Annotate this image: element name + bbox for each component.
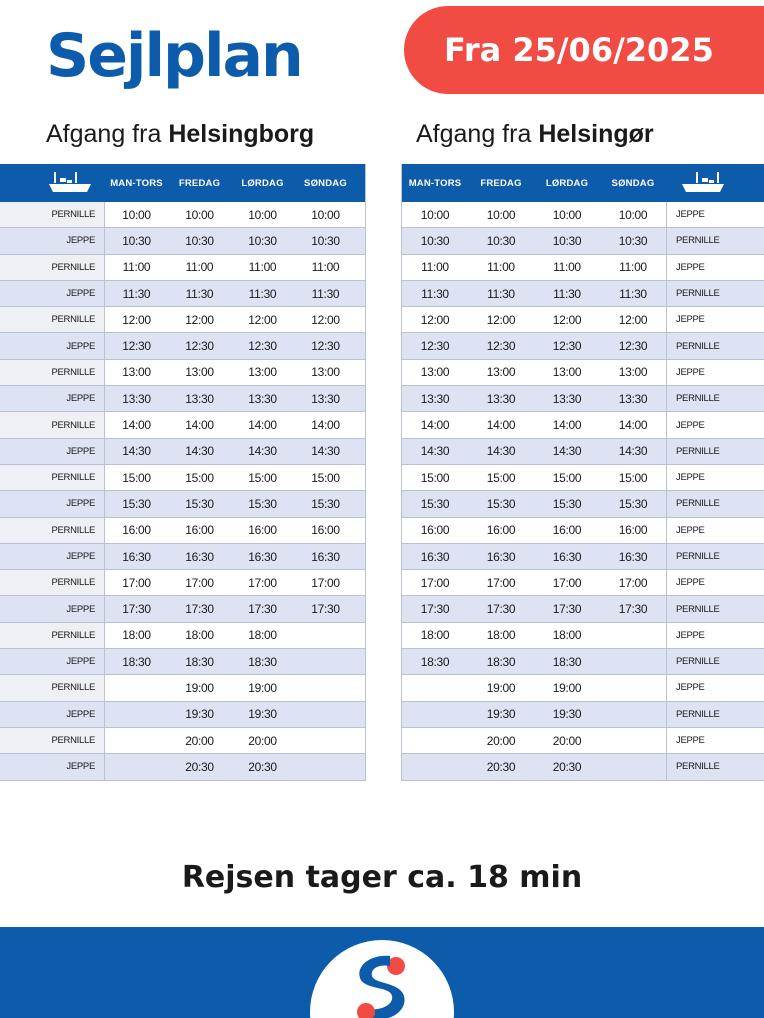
departure-time: 19:30 xyxy=(185,707,214,722)
departure-time: 15:30 xyxy=(552,496,582,511)
departure-time: 20:30 xyxy=(185,759,214,774)
ship-name: JEPPE xyxy=(0,333,105,358)
table-row xyxy=(0,281,365,307)
table-row xyxy=(402,255,764,281)
departure-time: 19:00 xyxy=(185,680,214,695)
departure-time: 16:00 xyxy=(618,523,648,538)
table-row xyxy=(0,202,365,228)
table-row xyxy=(402,728,764,754)
ship-name: PERNILLE xyxy=(666,228,764,253)
ship-name: PERNILLE xyxy=(666,333,764,358)
departure-time: 13:30 xyxy=(311,391,340,406)
ship-name: JEPPE xyxy=(0,491,105,516)
departure-time: 14:30 xyxy=(311,444,340,459)
departure-time: 13:00 xyxy=(486,365,516,380)
departure-time: 12:00 xyxy=(552,312,582,327)
ship-name: JEPPE xyxy=(0,649,105,674)
departure-time: 12:30 xyxy=(311,339,340,354)
departure-time xyxy=(402,675,468,700)
departure-time: 16:30 xyxy=(618,549,648,564)
departure-time xyxy=(294,675,357,700)
departure-time: 14:30 xyxy=(122,444,151,459)
ship-name: PERNILLE xyxy=(0,728,105,753)
departure-time: 11:30 xyxy=(311,286,340,301)
ship-name: JEPPE xyxy=(0,281,105,306)
table-row xyxy=(402,702,764,728)
departure-time xyxy=(294,702,357,727)
departure-time: 10:00 xyxy=(618,207,648,222)
ship-name: JEPPE xyxy=(0,386,105,411)
departure-time: 13:30 xyxy=(122,391,151,406)
heading-city: Helsingborg xyxy=(168,120,315,148)
departure-time: 18:30 xyxy=(420,654,450,669)
ship-name: PERNILLE xyxy=(0,360,105,385)
ship-name: PERNILLE xyxy=(666,491,764,516)
table-row xyxy=(402,518,764,544)
departure-time: 14:00 xyxy=(311,418,340,433)
departure-time: 10:30 xyxy=(420,233,450,248)
departure-time: 11:00 xyxy=(248,260,277,275)
departure-time xyxy=(600,728,666,753)
departure-time: 12:30 xyxy=(552,339,582,354)
ship-name: JEPPE xyxy=(0,702,105,727)
timetable-helsingor xyxy=(401,164,764,781)
table-row xyxy=(402,360,764,386)
departure-time: 18:00 xyxy=(185,628,214,643)
table-row xyxy=(0,570,365,596)
table-row xyxy=(402,623,764,649)
departure-time xyxy=(294,754,357,779)
departure-time xyxy=(402,754,468,779)
departure-time xyxy=(600,754,666,779)
departure-time: 12:00 xyxy=(311,312,340,327)
departure-time: 19:30 xyxy=(486,707,516,722)
departure-time: 17:00 xyxy=(486,575,516,590)
departure-time: 11:00 xyxy=(122,260,151,275)
ship-name: PERNILLE xyxy=(0,570,105,595)
table-row xyxy=(0,675,365,701)
ship-name: PERNILLE xyxy=(666,281,764,306)
departure-time: 11:30 xyxy=(619,286,647,301)
departure-time: 16:00 xyxy=(311,523,340,538)
departure-time: 18:00 xyxy=(552,628,582,643)
departure-time: 16:00 xyxy=(552,523,582,538)
departure-time: 20:00 xyxy=(486,733,516,748)
departure-time: 17:00 xyxy=(311,575,340,590)
ship-name: PERNILLE xyxy=(666,649,764,674)
departure-time xyxy=(402,728,468,753)
departure-time: 13:00 xyxy=(552,365,582,380)
table-row xyxy=(0,307,365,333)
departure-time: 10:30 xyxy=(122,233,151,248)
ship-name: JEPPE xyxy=(666,518,764,543)
table-row xyxy=(402,386,764,412)
table-row xyxy=(402,281,764,307)
table-row xyxy=(402,754,764,780)
departure-time: 10:00 xyxy=(311,207,340,222)
ship-name: PERNILLE xyxy=(0,518,105,543)
departure-time: 20:00 xyxy=(552,733,582,748)
departure-time: 10:30 xyxy=(185,233,214,248)
departure-time: 15:00 xyxy=(618,470,648,485)
departure-time xyxy=(294,649,357,674)
departure-time: 12:30 xyxy=(420,339,450,354)
departure-time: 16:00 xyxy=(122,523,151,538)
departure-time: 14:30 xyxy=(486,444,516,459)
departure-time: 17:30 xyxy=(122,602,151,617)
table-row xyxy=(0,649,365,675)
departure-time: 14:30 xyxy=(420,444,450,459)
departure-time: 18:00 xyxy=(420,628,450,643)
timetable-body xyxy=(0,202,365,781)
departure-time: 14:00 xyxy=(618,418,648,433)
departure-time: 14:00 xyxy=(420,418,450,433)
departure-time: 10:30 xyxy=(618,233,648,248)
departure-time: 17:00 xyxy=(248,575,277,590)
departure-time: 13:30 xyxy=(618,391,648,406)
departure-time: 10:30 xyxy=(486,233,516,248)
ship-name: JEPPE xyxy=(0,754,105,779)
departure-time: 11:00 xyxy=(185,260,214,275)
departure-time: 13:00 xyxy=(420,365,450,380)
table-row xyxy=(402,544,764,570)
departure-heading-helsingor xyxy=(416,120,654,149)
departure-time: 14:30 xyxy=(185,444,214,459)
table-row xyxy=(0,754,365,780)
departure-time: 15:30 xyxy=(311,496,340,511)
travel-time-note: Rejsen tager ca. 18 min xyxy=(181,860,583,895)
departure-time: 17:30 xyxy=(486,602,516,617)
departure-time: 15:00 xyxy=(311,470,340,485)
column-header: FREDAG xyxy=(480,177,522,189)
departure-time: 10:00 xyxy=(552,207,582,222)
departure-time: 16:30 xyxy=(185,549,214,564)
table-row xyxy=(0,491,365,517)
departure-time xyxy=(600,702,666,727)
table-row xyxy=(0,544,365,570)
departure-time xyxy=(402,702,468,727)
departure-time: 10:30 xyxy=(248,233,277,248)
departure-time: 17:00 xyxy=(122,575,151,590)
departure-time: 18:30 xyxy=(122,654,151,669)
table-row xyxy=(0,465,365,491)
departure-time xyxy=(294,728,357,753)
departure-time: 14:00 xyxy=(248,418,277,433)
table-row xyxy=(402,307,764,333)
departure-time: 12:30 xyxy=(185,339,214,354)
departure-time: 19:00 xyxy=(552,680,582,695)
departure-time: 20:30 xyxy=(486,759,516,774)
ship-name: JEPPE xyxy=(666,202,764,227)
ship-name: JEPPE xyxy=(666,728,764,753)
departure-time: 18:00 xyxy=(122,628,151,643)
departure-time: 12:00 xyxy=(420,312,450,327)
departure-time: 16:00 xyxy=(486,523,516,538)
table-row xyxy=(0,728,365,754)
ship-name: PERNILLE xyxy=(0,202,105,227)
departure-time: 17:30 xyxy=(420,602,450,617)
departure-time: 14:00 xyxy=(185,418,214,433)
departure-time xyxy=(600,623,666,648)
departure-time: 11:00 xyxy=(311,260,340,275)
scandlines-logo-icon xyxy=(350,952,414,1018)
departure-time: 19:00 xyxy=(486,680,516,695)
table-row xyxy=(402,570,764,596)
departure-time: 13:00 xyxy=(122,365,151,380)
table-row xyxy=(0,386,365,412)
departure-time: 15:00 xyxy=(122,470,151,485)
departure-time: 20:30 xyxy=(552,759,582,774)
ship-name: JEPPE xyxy=(0,439,105,464)
departure-time: 15:30 xyxy=(420,496,450,511)
ferry-icon xyxy=(0,164,105,202)
departure-time: 17:30 xyxy=(248,602,277,617)
departure-time: 16:30 xyxy=(420,549,450,564)
column-header: FREDAG xyxy=(178,177,221,189)
ship-name: PERNILLE xyxy=(666,754,764,779)
departure-time xyxy=(105,754,168,779)
logo-badge xyxy=(310,940,454,1018)
departure-time: 16:30 xyxy=(248,549,277,564)
departure-time: 16:30 xyxy=(486,549,516,564)
departure-time: 15:00 xyxy=(420,470,450,485)
ship-name: JEPPE xyxy=(666,307,764,332)
column-header: SØNDAG xyxy=(304,177,347,189)
departure-time: 10:00 xyxy=(185,207,214,222)
column-header: MAN-TORS xyxy=(408,177,462,189)
departure-time: 12:00 xyxy=(248,312,277,327)
table-row xyxy=(402,412,764,438)
table-row xyxy=(0,255,365,281)
departure-time: 17:00 xyxy=(420,575,450,590)
departure-time: 17:30 xyxy=(552,602,582,617)
ship-name: PERNILLE xyxy=(0,465,105,490)
departure-time: 12:30 xyxy=(122,339,151,354)
ship-name: JEPPE xyxy=(666,623,764,648)
departure-time: 14:30 xyxy=(552,444,582,459)
column-header: MAN-TORS xyxy=(110,177,163,189)
table-row xyxy=(402,333,764,359)
departure-time: 16:00 xyxy=(248,523,277,538)
ship-name: PERNILLE xyxy=(0,412,105,437)
departure-time: 11:00 xyxy=(619,260,647,275)
valid-from-badge xyxy=(404,6,764,94)
departure-time: 10:00 xyxy=(486,207,516,222)
ship-name: JEPPE xyxy=(666,255,764,280)
departure-time xyxy=(600,675,666,700)
departure-time: 17:00 xyxy=(618,575,648,590)
table-row xyxy=(402,596,764,622)
departure-time: 12:00 xyxy=(486,312,516,327)
table-row xyxy=(0,623,365,649)
departure-time: 10:30 xyxy=(311,233,340,248)
departure-time: 13:00 xyxy=(248,365,277,380)
departure-time: 18:30 xyxy=(552,654,582,669)
departure-time: 15:00 xyxy=(248,470,277,485)
departure-time: 13:30 xyxy=(185,391,214,406)
departure-time: 19:30 xyxy=(248,707,277,722)
table-row xyxy=(402,675,764,701)
ship-name: JEPPE xyxy=(666,675,764,700)
ship-name: PERNILLE xyxy=(666,596,764,621)
departure-time: 15:00 xyxy=(185,470,214,485)
timetable-header xyxy=(402,164,764,202)
departure-time: 14:00 xyxy=(552,418,582,433)
departure-time: 18:30 xyxy=(486,654,516,669)
departure-time: 13:30 xyxy=(420,391,450,406)
table-row xyxy=(0,702,365,728)
departure-time: 14:00 xyxy=(486,418,516,433)
column-header: LØRDAG xyxy=(545,177,589,189)
departure-time: 17:30 xyxy=(185,602,214,617)
page-title: Sejlplan xyxy=(46,21,302,91)
heading-prefix: Afgang fra xyxy=(416,120,539,148)
ship-name: PERNILLE xyxy=(666,386,764,411)
departure-time: 13:30 xyxy=(248,391,277,406)
table-row xyxy=(0,518,365,544)
departure-time: 15:30 xyxy=(248,496,277,511)
departure-time: 15:00 xyxy=(552,470,582,485)
departure-time: 17:00 xyxy=(185,575,214,590)
departure-time: 15:30 xyxy=(486,496,516,511)
departure-time: 14:00 xyxy=(122,418,151,433)
departure-time: 18:00 xyxy=(486,628,516,643)
departure-time: 20:00 xyxy=(185,733,214,748)
departure-time xyxy=(294,623,357,648)
departure-time: 17:30 xyxy=(618,602,648,617)
table-row xyxy=(0,228,365,254)
departure-time xyxy=(105,675,168,700)
departure-time: 11:30 xyxy=(487,286,515,301)
departure-time: 15:00 xyxy=(486,470,516,485)
departure-time: 16:30 xyxy=(311,549,340,564)
departure-time: 17:00 xyxy=(552,575,582,590)
table-row xyxy=(402,465,764,491)
ship-name: PERNILLE xyxy=(666,702,764,727)
timetable-helsingborg xyxy=(0,164,366,781)
ship-name: PERNILLE xyxy=(0,623,105,648)
table-row xyxy=(402,491,764,517)
ship-name: PERNILLE xyxy=(0,307,105,332)
timetable-header xyxy=(0,164,365,202)
ship-name: PERNILLE xyxy=(0,675,105,700)
departure-time: 11:30 xyxy=(185,286,214,301)
table-row xyxy=(0,360,365,386)
departure-time: 12:00 xyxy=(185,312,214,327)
footer-bar xyxy=(0,927,764,1018)
departure-time: 10:00 xyxy=(122,207,151,222)
valid-from-text: Fra 25/06/2025 xyxy=(444,31,714,69)
table-row xyxy=(402,439,764,465)
table-row xyxy=(0,333,365,359)
departure-time: 12:00 xyxy=(618,312,648,327)
departure-time: 13:00 xyxy=(311,365,340,380)
table-row xyxy=(402,228,764,254)
column-header: SØNDAG xyxy=(611,177,655,189)
ship-name: JEPPE xyxy=(666,570,764,595)
departure-time: 16:30 xyxy=(122,549,151,564)
departure-time: 11:30 xyxy=(553,286,581,301)
column-header: LØRDAG xyxy=(241,177,284,189)
heading-city: Helsingør xyxy=(538,120,654,148)
table-row xyxy=(402,649,764,675)
ship-name: JEPPE xyxy=(666,412,764,437)
ship-name: PERNILLE xyxy=(666,544,764,569)
departure-time: 19:00 xyxy=(248,680,277,695)
departure-time: 11:30 xyxy=(248,286,277,301)
departure-time: 20:30 xyxy=(248,759,277,774)
departure-time: 11:00 xyxy=(421,260,449,275)
departure-time: 13:00 xyxy=(185,365,214,380)
departure-time: 13:30 xyxy=(486,391,516,406)
departure-time: 18:00 xyxy=(248,628,277,643)
ship-name: JEPPE xyxy=(666,465,764,490)
departure-time: 10:30 xyxy=(552,233,582,248)
table-row xyxy=(0,412,365,438)
departure-time: 12:30 xyxy=(248,339,277,354)
departure-time: 16:00 xyxy=(420,523,450,538)
departure-time: 11:00 xyxy=(553,260,581,275)
departure-time: 16:00 xyxy=(185,523,214,538)
departure-time: 14:30 xyxy=(618,444,648,459)
departure-time: 18:30 xyxy=(248,654,277,669)
departure-time: 15:30 xyxy=(122,496,151,511)
departure-time: 15:30 xyxy=(185,496,214,511)
departure-time: 13:30 xyxy=(552,391,582,406)
timetable-body xyxy=(402,202,764,781)
departure-time: 16:30 xyxy=(552,549,582,564)
departure-time: 14:30 xyxy=(248,444,277,459)
departure-time: 11:00 xyxy=(487,260,515,275)
ship-name: JEPPE xyxy=(0,544,105,569)
departure-time: 13:00 xyxy=(618,365,648,380)
departure-time: 17:30 xyxy=(311,602,340,617)
departure-time: 10:00 xyxy=(248,207,277,222)
ship-name: PERNILLE xyxy=(666,439,764,464)
departure-time: 20:00 xyxy=(248,733,277,748)
departure-time: 12:30 xyxy=(486,339,516,354)
departure-time: 18:30 xyxy=(185,654,214,669)
table-row xyxy=(0,596,365,622)
table-row xyxy=(402,202,764,228)
departure-time: 11:30 xyxy=(122,286,151,301)
departure-time xyxy=(600,649,666,674)
ship-name: JEPPE xyxy=(0,228,105,253)
ship-name: JEPPE xyxy=(666,360,764,385)
departure-time: 15:30 xyxy=(618,496,648,511)
departure-time: 19:30 xyxy=(552,707,582,722)
ship-name: PERNILLE xyxy=(0,255,105,280)
departure-heading-helsingborg xyxy=(46,120,314,149)
ship-name: JEPPE xyxy=(0,596,105,621)
departure-time: 12:30 xyxy=(618,339,648,354)
ferry-icon xyxy=(666,164,764,202)
heading-prefix: Afgang fra xyxy=(46,120,169,148)
departure-time: 10:00 xyxy=(420,207,450,222)
departure-time: 11:30 xyxy=(421,286,449,301)
departure-time xyxy=(105,702,168,727)
departure-time xyxy=(105,728,168,753)
departure-time: 12:00 xyxy=(122,312,151,327)
table-row xyxy=(0,439,365,465)
